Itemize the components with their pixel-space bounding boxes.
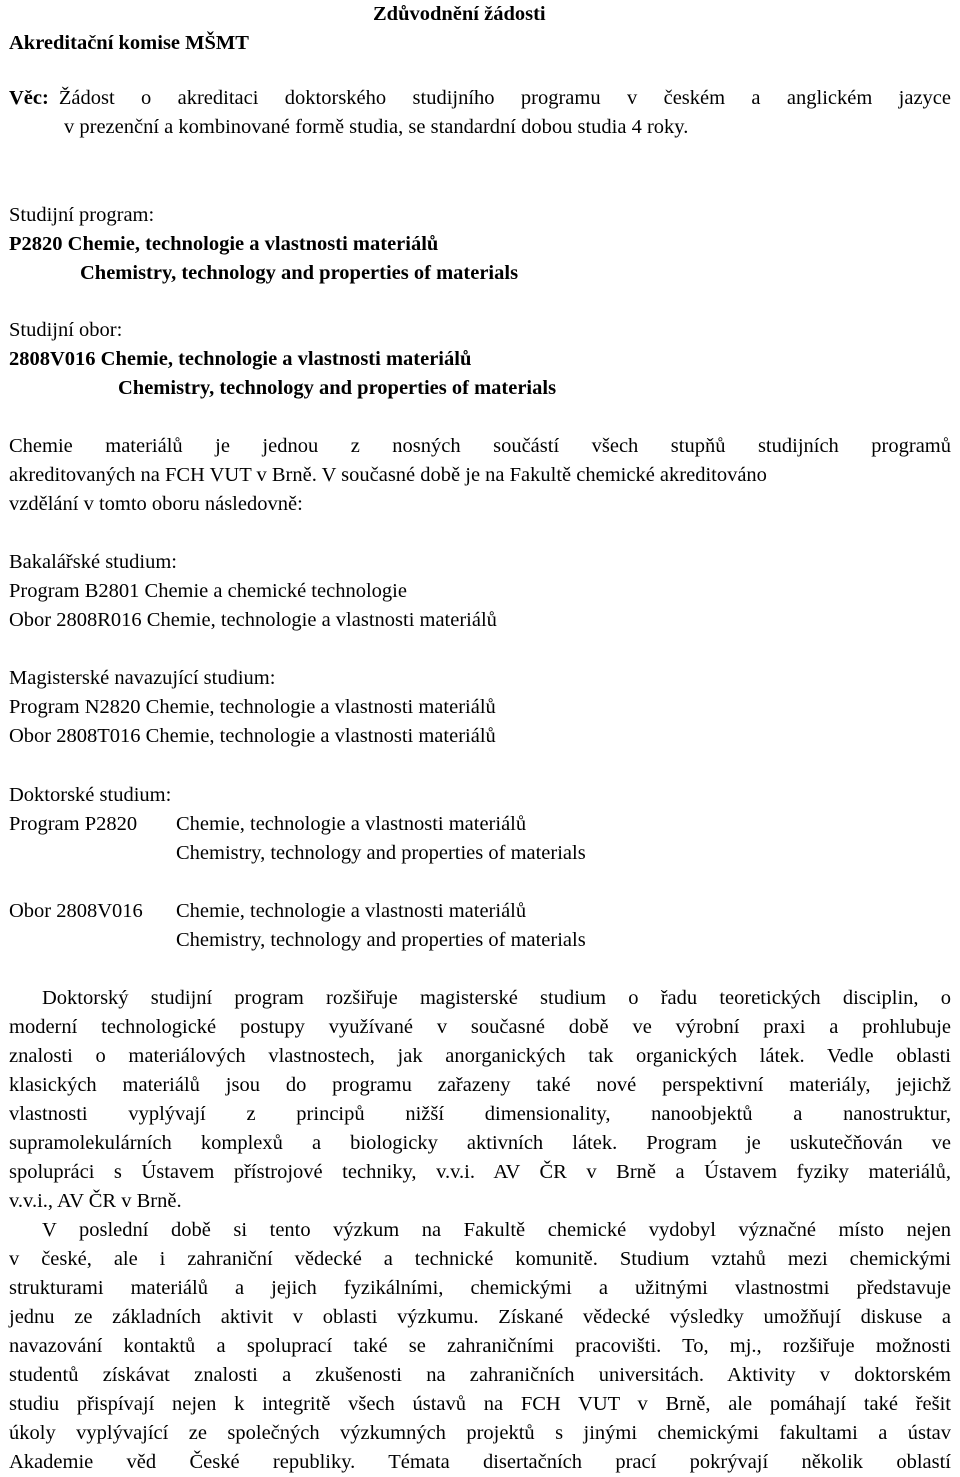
subject-text: Žádost o akreditaci doktorského studijního programu v českém a anglickém jazyce bbox=[58, 87, 951, 109]
para2-line-7: studiu přispívají nejen k integritě všech ústavů na FCH VUT v Brně, ale pomáhají také řešit bbox=[9, 1393, 951, 1415]
doctoral-field-prefix: Obor 2808V016 bbox=[9, 900, 143, 922]
doctoral-program-prefix: Program P2820 bbox=[9, 813, 138, 835]
para1-line-7: spolupráci s Ústavem přístrojové techniky, v.v.i. AV ČR v Brně a Ústavem fyziky materiálů, bbox=[9, 1161, 951, 1183]
para2-line-6: studentů získávat znalosti a zkušenosti na zahraničních universitách. Aktivity v doktorském bbox=[9, 1364, 951, 1386]
master-field: Obor 2808T016 Chemie, technologie a vlastnosti materiálů bbox=[9, 725, 496, 747]
bachelor-program: Program B2801 Chemie a chemické technologie bbox=[9, 580, 407, 602]
master-program: Program N2820 Chemie, technologie a vlastnosti materiálů bbox=[9, 696, 496, 718]
doctoral-field-cz: Chemie, technologie a vlastnosti materiálů bbox=[176, 900, 527, 922]
para1-line-5: vlastnosti vyplývají z principů nižší dimensionality, nanoobjektů a nanostruktur, bbox=[9, 1103, 951, 1125]
para2-line-5: navazování kontaktů a spoluprací také se zahraničními pracovišti. To, mj., rozšiřuje možnosti bbox=[9, 1335, 951, 1357]
para2-line-8: úkoly vyplývající ze společných výzkumných projektů s jinými chemickými fakultami a ústav bbox=[9, 1422, 951, 1444]
program-label: Studijní program: bbox=[9, 204, 155, 226]
doctoral-label: Doktorské studium: bbox=[9, 784, 172, 806]
para2-line-2: v české, ale i zahraniční vědecké a technické komunitě. Studium vztahů mezi chemickými bbox=[9, 1248, 951, 1270]
field-name-cz: 2808V016 Chemie, technologie a vlastnosti materiálů bbox=[9, 348, 472, 370]
doctoral-program-cz: Chemie, technologie a vlastnosti materiálů bbox=[176, 813, 527, 835]
committee-heading: Akreditační komise MŠMT bbox=[9, 32, 249, 54]
para2-line-1: V poslední době si tento výzkum na Fakultě chemické vydobyl význačné místo nejen bbox=[42, 1219, 951, 1241]
para1-line-3: znalosti o materiálových vlastnostech, jak anorganických tak organických látek. Vedle oblasti bbox=[9, 1045, 951, 1067]
bachelor-field: Obor 2808R016 Chemie, technologie a vlastnosti materiálů bbox=[9, 609, 497, 631]
field-name-en: Chemistry, technology and properties of materials bbox=[118, 377, 557, 399]
subject-line-2: v prezenční a kombinované formě studia, se standardní dobou studia 4 roky. bbox=[64, 116, 689, 138]
program-name-en: Chemistry, technology and properties of materials bbox=[80, 262, 519, 284]
doctoral-field-en: Chemistry, technology and properties of materials bbox=[176, 929, 586, 951]
master-label: Magisterské navazující studium: bbox=[9, 667, 276, 689]
para1-line-1: Doktorský studijní program rozšiřuje magisterské studium o řadu teoretických disciplin, o bbox=[42, 987, 951, 1009]
para1-line-2: moderní technologické postupy využívané v současné době ve výrobní praxi a prohlubuje bbox=[9, 1016, 951, 1038]
doctoral-program-en: Chemistry, technology and properties of materials bbox=[176, 842, 586, 864]
intro-line-3: vzdělání v tomto oboru následovně: bbox=[9, 493, 303, 515]
subject-line-1 bbox=[9, 84, 951, 113]
bachelor-label: Bakalářské studium: bbox=[9, 551, 177, 573]
program-name-cz: P2820 Chemie, technologie a vlastnosti materiálů bbox=[9, 233, 439, 255]
para1-line-6: supramolekulárních komplexů a biologicky aktivních látek. Program je uskutečňován ve bbox=[9, 1132, 951, 1154]
para1-line-8: v.v.i., AV ČR v Brně. bbox=[9, 1190, 182, 1212]
field-label: Studijní obor: bbox=[9, 319, 123, 341]
intro-line-1: Chemie materiálů je jednou z nosných součástí všech stupňů studijních programů bbox=[9, 435, 951, 457]
justification-title: Zdůvodnění žádosti bbox=[373, 3, 546, 25]
para2-line-4: jednu ze základních aktivit v oblasti výzkumu. Získané vědecké výsledky umožňují diskuse a bbox=[9, 1306, 951, 1328]
subject-label: Věc: bbox=[9, 87, 49, 109]
intro-line-2: akreditovaných na FCH VUT v Brně. V současné době je na Fakultě chemické akreditováno bbox=[9, 464, 767, 486]
para1-line-4: klasických materiálů jsou do programu zařazeny také nové perspektivní materiály, jejichž bbox=[9, 1074, 951, 1096]
para2-line-3: strukturami materiálů a jejich fyzikálními, chemickými a užitnými vlastnostmi představuje bbox=[9, 1277, 951, 1299]
para2-line-9: Akademie věd České republiky. Témata disertačních prací pokrývají několik oblastí bbox=[9, 1451, 951, 1473]
